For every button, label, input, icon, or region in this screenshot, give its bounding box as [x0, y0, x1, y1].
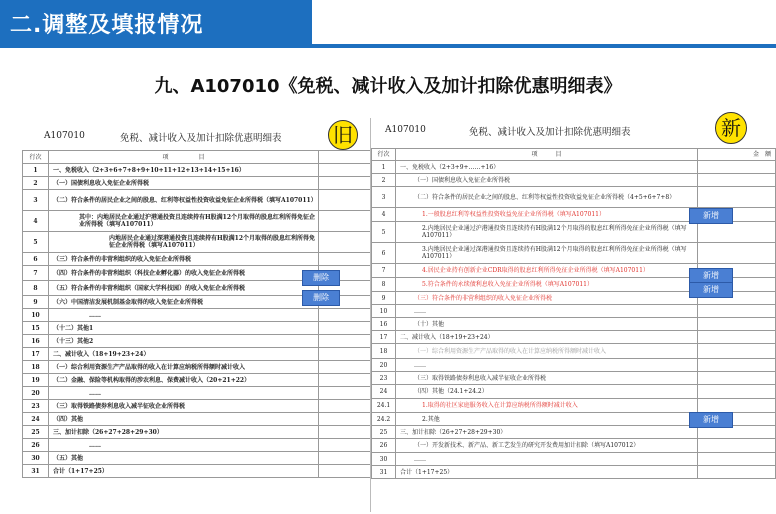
table-row: 16 （十三）其他2 — [23, 335, 371, 348]
table-row: 9 （三）符合条件的非营利组织的收入免征企业所得税 — [372, 292, 776, 305]
table-row: 31 合计（1+17+25） — [372, 466, 776, 479]
table-row: 5 内地居民企业通过深港通投资且连续持有H股满12个月取得的股息红利所得免征企业所得税（填写A107011） — [23, 232, 371, 253]
table-row: 26 …… — [23, 439, 371, 452]
table-row: 8 （五）符合条件的非营利组织（国家大学科技园）的收入免征企业所得税 — [23, 281, 371, 296]
table-row: 7 4.居民企业持有创新企业CDR取得的股息红利所得免征企业所得税（填写A107011） — [372, 264, 776, 278]
table-row: 3 （二）符合条件的居民企业之间的股息、红利等权益性投资收益免征企业所得税（4+5+6+7+8） — [372, 187, 776, 208]
old-form-table — [22, 150, 371, 478]
table-row: 25 三、加计扣除（26+27+28+29+30） — [372, 426, 776, 439]
page-title: 九、A107010《免税、减计收入及加计扣除优惠明细表》 — [154, 76, 622, 97]
table-row: 1 一、免税收入（2+3+9+……+16） — [372, 161, 776, 174]
new-form-panel — [370, 118, 774, 512]
added-tag: 新增 — [689, 208, 733, 224]
table-row: 24.1 1.取得的社区家庭服务收入在计算应纳税所得额时减计收入 — [372, 399, 776, 413]
table-row: 4 其中：内地居民企业通过沪港通投资且连续持有H股满12个月取得的股息红利所得免征企业所得税（填写A107011） — [23, 211, 371, 232]
table-row: 24 （四）其他（24.1+24.2） — [372, 385, 776, 399]
header-rule — [312, 44, 776, 48]
table-row: 16 （十）其他 — [372, 318, 776, 331]
table-row: 17 二、减计收入（18+19+23+24） — [372, 331, 776, 344]
new-form-code: A107010 — [385, 125, 426, 135]
header-item: 项 目 — [49, 151, 319, 164]
table-row: 3 （二）符合条件的居民企业之间的股息、红利等权益性投资收益免征企业所得税（填写A107011） — [23, 190, 371, 211]
section-banner — [0, 0, 312, 48]
added-tag: 新增 — [689, 412, 733, 428]
table-row: 15 （十二）其他1 — [23, 322, 371, 335]
header-row-no: 行次 — [372, 149, 396, 161]
table-row: 18 （一）综合利用资源生产产品取得的收入在计算应纳税所得额时减计收入 — [23, 361, 371, 374]
added-tag: 新增 — [689, 282, 733, 298]
table-row: 9 （六）中国清洁发展机制基金取得的收入免征企业所得税 — [23, 296, 371, 309]
table-header-row — [23, 151, 371, 164]
delete-tag: 删除 — [302, 270, 340, 286]
table-row: 30 …… — [372, 453, 776, 466]
table-header-row — [372, 149, 776, 161]
table-row: 2 （一）国债利息收入免征企业所得税 — [23, 177, 371, 190]
table-row: 18 （一）综合利用资源生产产品取得的收入在计算应纳税所得额时减计收入 — [372, 344, 776, 359]
table-row: 23 （三）取得铁路债券利息收入减半征收企业所得税 — [23, 400, 371, 413]
table-row: 6 （三）符合条件的非营利组织的收入免征企业所得税 — [23, 253, 371, 266]
table-row: 24.2 2.其他 — [372, 413, 776, 426]
old-form-name: 免税、减计收入及加计扣除优惠明细表 — [120, 133, 282, 144]
table-row: 1 一、免税收入（2+3+6+7+8+9+10+11+12+13+14+15+16） — [23, 164, 371, 177]
delete-tag: 删除 — [302, 290, 340, 306]
table-row: 6 3.内地居民企业通过深港通投资且连续持有H股满12个月取得的股息红利所得免征企业所得税（填写A107011） — [372, 243, 776, 264]
table-row: 23 （三）取得铁路债券利息收入减半征收企业所得税 — [372, 372, 776, 385]
old-badge: 旧 — [328, 120, 358, 150]
table-row: 24 （四）其他 — [23, 413, 371, 426]
header-item: 项 目 — [396, 149, 698, 161]
table-row: 30 （五）其他 — [23, 452, 371, 465]
added-tag: 新增 — [689, 268, 733, 284]
table-row: 31 合计（1+17+25） — [23, 465, 371, 478]
table-row: 7 （四）符合条件的非营利组织（科技企业孵化器）的收入免征企业所得税 — [23, 266, 371, 281]
header-amount: 金 额 — [698, 149, 776, 161]
old-form-panel — [22, 118, 370, 508]
table-row: 20 …… — [372, 359, 776, 372]
table-row: 17 二、减计收入（18+19+23+24） — [23, 348, 371, 361]
header-row-no: 行次 — [23, 151, 49, 164]
table-row: 8 5.符合条件的永续债利息收入免征企业所得税（填写A107011） — [372, 278, 776, 292]
table-row: 4 1.一般股息红利等权益性投资收益免征企业所得税（填写A107011） — [372, 208, 776, 222]
table-row: 25 三、加计扣除（26+27+28+29+30） — [23, 426, 371, 439]
table-row: 5 2.内地居民企业通过沪港通投资且连续持有H股满12个月取得的股息红利所得免征企业所得税（填写A107011） — [372, 222, 776, 243]
table-row: 10 …… — [23, 309, 371, 322]
table-row: 20 …… — [23, 387, 371, 400]
new-form-table — [371, 148, 776, 479]
section-banner-title: 二.调整及填报情况 — [10, 13, 204, 38]
table-row: 26 （一）开发新技术、新产品、新工艺发生的研究开发费用加计扣除（填写A107012） — [372, 439, 776, 453]
new-form-name: 免税、减计收入及加计扣除优惠明细表 — [469, 127, 631, 138]
header-amount — [319, 151, 371, 164]
old-form-code: A107010 — [44, 131, 85, 141]
table-row: 2 （一）国债利息收入免征企业所得税 — [372, 174, 776, 187]
table-row: 19 （二）金融、保险等机构取得的涉农利息、保费减计收入（20+21+22） — [23, 374, 371, 387]
new-badge: 新 — [715, 112, 747, 144]
table-row: 10 …… — [372, 305, 776, 318]
